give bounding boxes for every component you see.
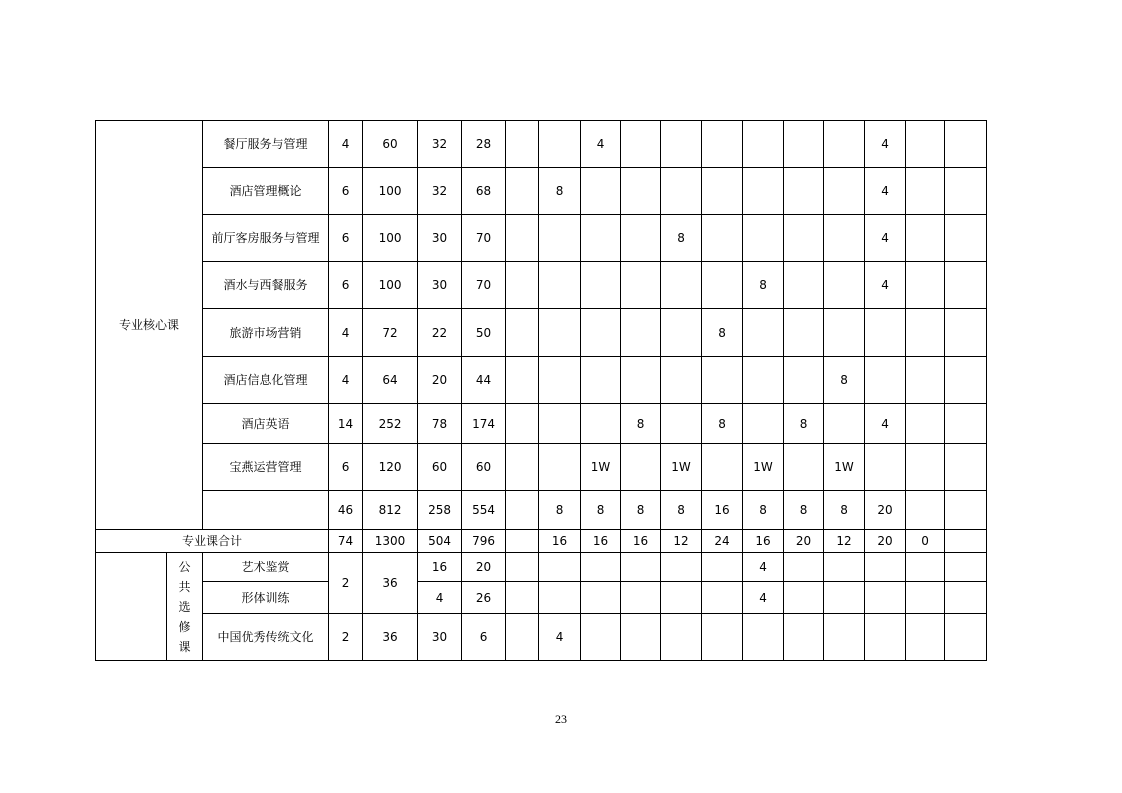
table-cell <box>824 582 865 614</box>
table-cell <box>784 215 824 262</box>
table-cell <box>784 582 824 614</box>
page-number: 23 <box>555 712 567 726</box>
table-cell: 8 <box>784 404 824 444</box>
table-cell <box>661 168 702 215</box>
table-cell <box>661 262 702 309</box>
table-cell <box>661 357 702 404</box>
table-cell <box>506 553 539 582</box>
table-cell <box>506 444 539 491</box>
table-cell: 68 <box>462 168 506 215</box>
table-cell: 8 <box>702 404 743 444</box>
table-cell: 30 <box>418 614 462 661</box>
table-cell <box>906 309 945 357</box>
table-cell: 60 <box>462 444 506 491</box>
table-cell: 8 <box>581 491 621 530</box>
table-cell: 44 <box>462 357 506 404</box>
table-cell: 6 <box>462 614 506 661</box>
table-cell <box>865 357 906 404</box>
course-name-cell: 形体训练 <box>203 582 329 614</box>
course-name-cell: 酒店英语 <box>203 404 329 444</box>
table-cell <box>865 614 906 661</box>
table-cell <box>784 121 824 168</box>
table-cell <box>906 553 945 582</box>
curriculum-table <box>95 120 1070 661</box>
table-cell: 20 <box>865 491 906 530</box>
table-cell <box>702 553 743 582</box>
table-cell <box>906 262 945 309</box>
table-cell <box>581 215 621 262</box>
table-cell <box>865 309 906 357</box>
table-cell: 4 <box>581 121 621 168</box>
table-cell <box>906 491 945 530</box>
table-cell <box>743 309 784 357</box>
table-cell <box>906 357 945 404</box>
table-cell: 16 <box>418 553 462 582</box>
table-cell <box>581 309 621 357</box>
table-cell <box>945 404 987 444</box>
table-cell <box>906 404 945 444</box>
course-name-cell: 中国优秀传统文化 <box>203 614 329 661</box>
group-char: 选 <box>178 599 191 614</box>
table-cell <box>702 582 743 614</box>
table-cell: 4 <box>865 262 906 309</box>
table-cell <box>945 444 987 491</box>
table-cell: 8 <box>539 491 581 530</box>
table-cell <box>743 614 784 661</box>
table-cell: 30 <box>418 262 462 309</box>
table-cell <box>906 168 945 215</box>
course-name-cell: 旅游市场营销 <box>203 309 329 357</box>
table-cell <box>945 215 987 262</box>
table-cell <box>539 309 581 357</box>
table-cell <box>784 168 824 215</box>
table-row <box>96 357 1070 404</box>
table-cell <box>621 614 661 661</box>
table-cell: 20 <box>418 357 462 404</box>
table-cell: 8 <box>743 262 784 309</box>
table-cell <box>906 614 945 661</box>
table-cell: 100 <box>363 168 418 215</box>
table-cell <box>865 444 906 491</box>
table-cell <box>506 215 539 262</box>
group-char: 课 <box>178 639 191 654</box>
table-row <box>96 582 1070 614</box>
table-cell: 50 <box>462 309 506 357</box>
table-cell <box>702 215 743 262</box>
table-cell: 32 <box>418 121 462 168</box>
table-cell: 4 <box>865 215 906 262</box>
table-cell <box>824 614 865 661</box>
table-cell <box>945 530 987 553</box>
table-cell: 20 <box>784 530 824 553</box>
table-cell <box>702 262 743 309</box>
table-cell <box>824 168 865 215</box>
table-cell <box>539 121 581 168</box>
hours-cell: 36 <box>363 553 418 614</box>
table-cell <box>621 357 661 404</box>
table-cell: 60 <box>363 121 418 168</box>
course-name-cell: 酒店管理概论 <box>203 168 329 215</box>
table-cell: 8 <box>621 491 661 530</box>
table-cell <box>906 444 945 491</box>
table-cell <box>945 357 987 404</box>
table-cell <box>865 553 906 582</box>
table-cell: 24 <box>702 530 743 553</box>
table-cell <box>506 262 539 309</box>
table-cell <box>506 614 539 661</box>
total-label-cell: 专业课合计 <box>96 530 329 553</box>
course-name-cell: 前厅客房服务与管理 <box>203 215 329 262</box>
credit-cell: 2 <box>329 553 363 614</box>
table-cell <box>661 553 702 582</box>
table-cell <box>702 168 743 215</box>
table-cell: 4 <box>865 121 906 168</box>
group-char: 共 <box>178 579 191 594</box>
table-cell: 258 <box>418 491 462 530</box>
table-row <box>96 530 1070 553</box>
table-cell: 0 <box>906 530 945 553</box>
table-cell: 8 <box>539 168 581 215</box>
elective-group-label <box>167 553 203 661</box>
table-cell <box>539 553 581 582</box>
table-cell: 28 <box>462 121 506 168</box>
course-name-cell: 艺术鉴赏 <box>203 553 329 582</box>
table-cell: 6 <box>329 444 363 491</box>
table-row <box>96 553 1070 582</box>
table-cell <box>702 357 743 404</box>
table-cell <box>824 262 865 309</box>
table-cell: 12 <box>824 530 865 553</box>
table-cell: 1300 <box>363 530 418 553</box>
table-cell <box>945 491 987 530</box>
table-cell: 6 <box>329 168 363 215</box>
table-cell <box>621 553 661 582</box>
table-row <box>96 121 1070 168</box>
table-cell <box>661 121 702 168</box>
table-cell <box>621 215 661 262</box>
table-cell: 1W <box>581 444 621 491</box>
table-cell: 20 <box>462 553 506 582</box>
table-cell: 8 <box>661 491 702 530</box>
table-cell: 70 <box>462 262 506 309</box>
table-cell <box>824 404 865 444</box>
table-cell: 252 <box>363 404 418 444</box>
table-cell: 174 <box>462 404 506 444</box>
table-cell: 46 <box>329 491 363 530</box>
table-cell: 4 <box>329 309 363 357</box>
table-cell: 4 <box>539 614 581 661</box>
table-cell <box>581 553 621 582</box>
table-cell <box>743 215 784 262</box>
table-cell: 70 <box>462 215 506 262</box>
table-cell: 100 <box>363 262 418 309</box>
table-cell <box>702 121 743 168</box>
table-row <box>96 309 1070 357</box>
table-cell: 796 <box>462 530 506 553</box>
table-cell <box>824 309 865 357</box>
table-cell: 8 <box>824 357 865 404</box>
table-cell: 8 <box>743 491 784 530</box>
table-cell <box>906 215 945 262</box>
table-cell: 4 <box>418 582 462 614</box>
table-cell: 2 <box>329 614 363 661</box>
table-row <box>96 491 1070 530</box>
table-cell: 72 <box>363 309 418 357</box>
table-cell <box>621 168 661 215</box>
course-name-cell: 餐厅服务与管理 <box>203 121 329 168</box>
table-cell: 4 <box>865 168 906 215</box>
table-cell: 16 <box>581 530 621 553</box>
table-cell: 4 <box>329 357 363 404</box>
table-cell <box>784 262 824 309</box>
table-cell: 100 <box>363 215 418 262</box>
table-cell <box>784 614 824 661</box>
table-cell <box>621 309 661 357</box>
table-cell: 16 <box>702 491 743 530</box>
table-cell <box>906 582 945 614</box>
table-cell <box>506 121 539 168</box>
table-cell <box>784 357 824 404</box>
table-cell: 4 <box>329 121 363 168</box>
table-cell: 16 <box>621 530 661 553</box>
table-cell <box>945 262 987 309</box>
table-cell <box>824 553 865 582</box>
table-cell <box>945 614 987 661</box>
table-cell <box>661 614 702 661</box>
table-cell <box>581 582 621 614</box>
table-cell <box>539 582 581 614</box>
table-cell: 554 <box>462 491 506 530</box>
table-cell: 20 <box>865 530 906 553</box>
table-cell <box>945 121 987 168</box>
table-cell <box>506 582 539 614</box>
table-cell <box>945 553 987 582</box>
table-cell: 36 <box>363 614 418 661</box>
table-cell <box>945 582 987 614</box>
table-cell: 120 <box>363 444 418 491</box>
table-cell: 8 <box>824 491 865 530</box>
table-cell: 1W <box>824 444 865 491</box>
table-cell <box>702 444 743 491</box>
table-cell <box>906 121 945 168</box>
table-cell <box>539 357 581 404</box>
table-cell <box>784 309 824 357</box>
table-row <box>96 168 1070 215</box>
table-cell: 12 <box>661 530 702 553</box>
table-cell <box>784 444 824 491</box>
table-cell <box>539 262 581 309</box>
table-cell: 4 <box>743 582 784 614</box>
table-row <box>96 614 1070 661</box>
table-cell: 16 <box>743 530 784 553</box>
table-cell <box>824 121 865 168</box>
table-cell <box>621 262 661 309</box>
table-cell <box>621 582 661 614</box>
table-cell: 4 <box>865 404 906 444</box>
table-cell <box>581 614 621 661</box>
table-cell <box>824 215 865 262</box>
table-cell: 78 <box>418 404 462 444</box>
table-cell <box>945 168 987 215</box>
table-cell: 6 <box>329 262 363 309</box>
table-cell <box>945 309 987 357</box>
table-cell: 8 <box>621 404 661 444</box>
table-cell <box>539 444 581 491</box>
table-cell <box>581 168 621 215</box>
table-row <box>96 262 1070 309</box>
table-cell <box>784 553 824 582</box>
table-cell <box>743 121 784 168</box>
course-name-cell: 酒水与西餐服务 <box>203 262 329 309</box>
group-char: 公 <box>178 559 191 574</box>
table-cell <box>506 491 539 530</box>
table-cell: 8 <box>784 491 824 530</box>
table-cell <box>702 614 743 661</box>
table-cell: 64 <box>363 357 418 404</box>
table-cell <box>581 357 621 404</box>
table-cell <box>506 530 539 553</box>
table-cell <box>539 404 581 444</box>
table-cell: 1W <box>661 444 702 491</box>
table-cell <box>661 309 702 357</box>
table-row <box>96 215 1070 262</box>
table-cell <box>621 444 661 491</box>
table-cell <box>621 121 661 168</box>
table-cell: 504 <box>418 530 462 553</box>
table-cell <box>661 582 702 614</box>
table-cell <box>743 168 784 215</box>
table-cell <box>743 404 784 444</box>
table-cell: 4 <box>743 553 784 582</box>
course-name-cell: 酒店信息化管理 <box>203 357 329 404</box>
table-cell <box>581 262 621 309</box>
blank-category-cell <box>96 553 167 661</box>
table-cell: 16 <box>539 530 581 553</box>
table-cell <box>506 404 539 444</box>
table-cell: 26 <box>462 582 506 614</box>
table-cell: 6 <box>329 215 363 262</box>
group-char: 修 <box>178 619 191 634</box>
table-cell: 32 <box>418 168 462 215</box>
table-cell: 812 <box>363 491 418 530</box>
category-cell: 专业核心课 <box>96 121 203 530</box>
table-cell: 30 <box>418 215 462 262</box>
table-cell: 74 <box>329 530 363 553</box>
table-cell: 8 <box>661 215 702 262</box>
table-cell <box>743 357 784 404</box>
course-name-cell: 宝燕运营管理 <box>203 444 329 491</box>
table-cell <box>506 357 539 404</box>
table-row <box>96 444 1070 491</box>
table-cell: 60 <box>418 444 462 491</box>
table-cell <box>506 168 539 215</box>
table-row <box>96 404 1070 444</box>
table-cell <box>581 404 621 444</box>
table-cell <box>539 215 581 262</box>
course-name-cell <box>203 491 329 530</box>
table-cell: 1W <box>743 444 784 491</box>
table-cell: 22 <box>418 309 462 357</box>
table-cell: 8 <box>702 309 743 357</box>
table-cell: 14 <box>329 404 363 444</box>
table-cell <box>506 309 539 357</box>
table-cell <box>865 582 906 614</box>
table-cell <box>661 404 702 444</box>
